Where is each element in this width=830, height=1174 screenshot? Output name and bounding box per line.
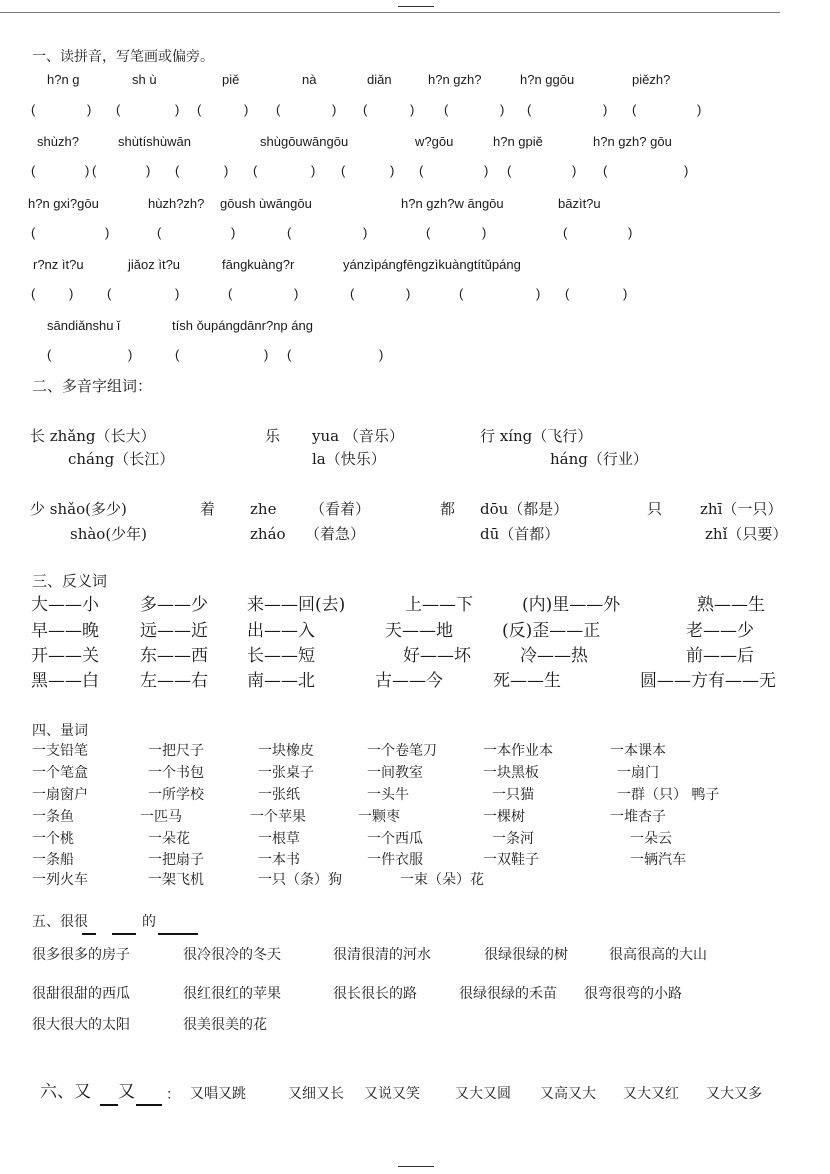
measure-word-item: 一条河 (492, 831, 534, 847)
antonym-pair: 多——少 (140, 595, 208, 615)
polyphone-item: （看着） (310, 500, 371, 518)
answer-blank-open: ( (116, 102, 121, 117)
measure-word-item: 一个笔盒 (32, 765, 88, 781)
measure-word-item: 一匹马 (140, 809, 182, 825)
measure-word-item: 一头牛 (367, 787, 409, 803)
answer-blank-open: ( (563, 225, 568, 240)
pinyin-item: h?n g (47, 72, 80, 87)
section-1-title: 一、读拼音，写笔画或偏旁。 (32, 49, 214, 65)
antonym-pair: 东——西 (140, 646, 208, 666)
antonym-pair: 圆——方有——无 (640, 671, 776, 691)
polyphone-item: cháng（长江） (68, 450, 175, 468)
answer-blank-close: ) (484, 163, 489, 178)
answer-blank-open: ( (363, 102, 368, 117)
answer-blank-open: ( (175, 163, 180, 178)
antonym-pair: 上——下 (405, 595, 473, 615)
measure-word-item: 一列火车 (32, 872, 88, 888)
answer-blank-close: ) (294, 286, 299, 301)
answer-blank-open: ( (31, 163, 36, 178)
answer-blank-close: ) (146, 163, 151, 178)
measure-word-item: 一间教室 (367, 765, 423, 781)
blank-line (136, 1104, 162, 1106)
answer-blank-open: ( (426, 225, 431, 240)
antonym-pair: 来——回(去) (247, 595, 346, 615)
answer-blank-open: ( (31, 286, 36, 301)
phrase-item: 很红很红的苹果 (183, 986, 281, 1002)
answer-blank-open: ( (107, 286, 112, 301)
phrase-item: 又大又红 (623, 1086, 679, 1102)
polyphone-item: yua （音乐） (312, 427, 404, 445)
pinyin-item: nà (302, 72, 317, 87)
antonym-pair: 出——入 (247, 621, 315, 641)
antonym-pair: 老——少 (686, 621, 754, 641)
answer-blank-open: ( (419, 163, 424, 178)
blank-line (112, 933, 136, 935)
antonym-pair: 前——后 (686, 646, 754, 666)
measure-word-item: 一架飞机 (148, 872, 204, 888)
measure-word-item: 一个书包 (148, 765, 204, 781)
antonym-pair: 好——坏 (403, 646, 471, 666)
blank-line (82, 933, 96, 935)
measure-word-item: 一块橡皮 (258, 743, 314, 759)
measure-word-item: 一本课本 (610, 743, 666, 759)
measure-word-item: 一个苹果 (250, 809, 306, 825)
pinyin-item: diǎn (367, 72, 392, 87)
pinyin-item: shùgōuwāngōu (260, 134, 349, 149)
measure-word-item: 一朵云 (630, 831, 672, 847)
answer-blank-close: ) (628, 225, 633, 240)
pinyin-item: shùzh? (37, 134, 79, 149)
header-mark (398, 6, 434, 7)
antonym-pair: 南——北 (247, 671, 315, 691)
antonym-pair: 古——今 (375, 671, 443, 691)
phrase-item: 又说又笑 (364, 1086, 420, 1102)
section-4-title: 四、量词 (32, 723, 88, 739)
answer-blank-close: ) (128, 347, 133, 362)
phrase-item: 很弯很弯的小路 (584, 986, 682, 1002)
answer-blank-open: ( (197, 102, 202, 117)
answer-blank-open: ( (157, 225, 162, 240)
answer-blank-open: ( (228, 286, 233, 301)
measure-word-item: 一双鞋子 (483, 852, 539, 868)
polyphone-item: （着急） (305, 525, 366, 543)
answer-blank-open: ( (444, 102, 449, 117)
answer-blank-close: ) (390, 163, 395, 178)
measure-word-item: 一只猫 (492, 787, 534, 803)
antonym-pair: 天——地 (385, 621, 453, 641)
answer-blank-open: ( (527, 102, 532, 117)
measure-word-item: 一个桃 (32, 831, 74, 847)
measure-word-item: 一条鱼 (32, 809, 74, 825)
phrase-item: 很冷很冷的冬天 (183, 947, 281, 963)
answer-blank-close: ) (623, 286, 628, 301)
answer-blank-open: ( (350, 286, 355, 301)
answer-blank-close: ) (482, 225, 487, 240)
pinyin-item: piě (222, 72, 240, 87)
phrase-item: 很长很长的路 (333, 986, 417, 1002)
phrase-item: 很绿很绿的树 (484, 947, 568, 963)
blank-line (158, 933, 198, 935)
pinyin-item: gōush ùwāngōu (220, 196, 312, 211)
polyphone-item: háng（行业） (550, 450, 648, 468)
pinyin-item: yánzìpángfēngzìkuàngtítǔpáng (343, 257, 521, 272)
answer-blank-close: ) (363, 225, 368, 240)
section-5-title: 五、很很 (32, 914, 88, 930)
antonym-pair: 长——短 (247, 646, 315, 666)
header-rule (0, 12, 780, 13)
pinyin-item: h?n gpiě (493, 134, 543, 149)
section-6-colon: ： (166, 1087, 180, 1103)
answer-blank-close: ) (85, 163, 90, 178)
footer-mark (398, 1166, 434, 1167)
polyphone-item: dōu（都是） (480, 500, 569, 518)
measure-word-item: 一条船 (32, 852, 74, 868)
polyphone-item: 着 (200, 500, 216, 518)
polyphone-item: 行 xíng（飞行） (480, 427, 593, 445)
answer-blank-close: ) (406, 286, 411, 301)
answer-blank-close: ) (105, 225, 110, 240)
answer-blank-close: ) (332, 102, 337, 117)
pinyin-item: shùtíshùwān (118, 134, 191, 149)
polyphone-item: dū（首都） (480, 525, 560, 543)
measure-word-item: 一堆杏子 (610, 809, 666, 825)
answer-blank-open: ( (459, 286, 464, 301)
pinyin-item: r?nz ìt?u (33, 257, 84, 272)
polyphone-item: zhe (250, 500, 277, 518)
answer-blank-close: ) (311, 163, 316, 178)
answer-blank-open: ( (92, 163, 97, 178)
answer-blank-open: ( (175, 347, 180, 362)
phrase-item: 又细又长 (288, 1086, 344, 1102)
pinyin-item: fāngkuàng?r (222, 257, 295, 272)
answer-blank-close: ) (264, 347, 269, 362)
answer-blank-close: ) (231, 225, 236, 240)
answer-blank-close: ) (379, 347, 384, 362)
antonym-pair: 黑——白 (31, 671, 99, 691)
pinyin-item: sāndiǎnshu ǐ (47, 318, 120, 333)
phrase-item: 很美很美的花 (183, 1017, 267, 1033)
measure-word-item: 一个西瓜 (367, 831, 423, 847)
answer-blank-open: ( (31, 225, 36, 240)
answer-blank-open: ( (276, 102, 281, 117)
phrase-item: 又大又圆 (455, 1086, 511, 1102)
polyphone-item: 乐 (265, 427, 281, 445)
pinyin-item: h?n ggōu (520, 72, 575, 87)
pinyin-item: tísh ǒupángdānr?np áng (172, 318, 313, 333)
pinyin-item: hùzh?zh? (148, 196, 205, 211)
measure-word-item: 一本书 (258, 852, 300, 868)
measure-word-item: 一把尺子 (148, 743, 204, 759)
blank-line (100, 1104, 118, 1106)
polyphone-item: zhī（一只） (700, 500, 783, 518)
answer-blank-close: ) (244, 102, 249, 117)
measure-word-item: 一群（只） 鸭子 (617, 787, 720, 803)
antonym-pair: 冷——热 (520, 646, 588, 666)
section-5-title-de: 的 (142, 914, 156, 930)
measure-word-item: 一扇门 (617, 765, 659, 781)
pinyin-item: h?n gxi?gōu (28, 196, 99, 211)
phrase-item: 很高很高的大山 (609, 947, 707, 963)
antonym-pair: 左——右 (140, 671, 208, 691)
section-3-title: 三、反义词 (32, 572, 108, 590)
pinyin-item: h?n gzh? (428, 72, 482, 87)
polyphone-item: 都 (440, 500, 456, 518)
phrase-item: 很甜很甜的西瓜 (32, 986, 130, 1002)
phrase-item: 又唱又跳 (190, 1086, 246, 1102)
antonym-pair: 远——近 (140, 621, 208, 641)
polyphone-item: la（快乐） (312, 450, 386, 468)
answer-blank-close: ) (69, 286, 74, 301)
pinyin-item: piězh? (632, 72, 671, 87)
measure-word-item: 一辆汽车 (630, 852, 686, 868)
measure-word-item: 一件衣服 (367, 852, 423, 868)
measure-word-item: 一朵花 (148, 831, 190, 847)
answer-blank-close: ) (87, 102, 92, 117)
answer-blank-open: ( (341, 163, 346, 178)
answer-blank-open: ( (31, 102, 36, 117)
answer-blank-open: ( (632, 102, 637, 117)
antonym-pair: (内)里——外 (522, 595, 621, 615)
pinyin-item: bāzìt?u (558, 196, 601, 211)
answer-blank-open: ( (565, 286, 570, 301)
measure-word-item: 一束（朵）花 (400, 872, 484, 888)
polyphone-item: zháo (250, 525, 286, 543)
phrase-item: 很绿很绿的禾苗 (459, 986, 557, 1002)
measure-word-item: 一张桌子 (258, 765, 314, 781)
measure-word-item: 一所学校 (148, 787, 204, 803)
antonym-pair: 大——小 (31, 595, 99, 615)
answer-blank-close: ) (697, 102, 702, 117)
answer-blank-open: ( (287, 225, 292, 240)
measure-word-item: 一个卷笔刀 (367, 743, 437, 759)
pinyin-item: w?gōu (415, 134, 454, 149)
answer-blank-open: ( (507, 163, 512, 178)
answer-blank-close: ) (500, 102, 505, 117)
measure-word-item: 一只（条）狗 (258, 872, 342, 888)
answer-blank-close: ) (684, 163, 689, 178)
phrase-item: 很大很大的太阳 (32, 1017, 130, 1033)
antonym-pair: (反)歪——正 (502, 621, 601, 641)
measure-word-item: 一支铅笔 (32, 743, 88, 759)
section-6-title-you: 又 (118, 1082, 135, 1102)
measure-word-item: 一张纸 (258, 787, 300, 803)
polyphone-item: zhǐ（只要） (705, 525, 788, 543)
phrase-item: 又高又大 (540, 1086, 596, 1102)
pinyin-item: sh ù (132, 72, 157, 87)
answer-blank-close: ) (175, 102, 180, 117)
polyphone-item: 长 zhǎng（长大） (30, 427, 156, 445)
antonym-pair: 熟——生 (697, 595, 765, 615)
pinyin-item: h?n gzh?w āngōu (401, 196, 504, 211)
answer-blank-close: ) (224, 163, 229, 178)
section-6-title: 六、又 (40, 1082, 91, 1102)
antonym-pair: 死——生 (493, 671, 561, 691)
measure-word-item: 一根草 (258, 831, 300, 847)
pinyin-item: jiǎoz ìt?u (128, 257, 181, 272)
section-2-title: 二、多音字组词： (32, 377, 153, 395)
antonym-pair: 早——晚 (31, 621, 99, 641)
polyphone-item: shào(少年) (70, 525, 148, 543)
measure-word-item: 一本作业本 (483, 743, 553, 759)
pinyin-item: h?n gzh? gōu (593, 134, 672, 149)
phrase-item: 很清很清的河水 (333, 947, 431, 963)
polyphone-item: 少 shǎo(多少) (30, 500, 127, 518)
phrase-item: 又大又多 (706, 1086, 762, 1102)
answer-blank-close: ) (572, 163, 577, 178)
measure-word-item: 一扇窗户 (32, 787, 88, 803)
phrase-item: 很多很多的房子 (32, 947, 130, 963)
answer-blank-open: ( (603, 163, 608, 178)
antonym-pair: 开——关 (31, 646, 99, 666)
answer-blank-close: ) (410, 102, 415, 117)
measure-word-item: 一颗枣 (358, 809, 400, 825)
measure-word-item: 一块黑板 (483, 765, 539, 781)
answer-blank-close: ) (175, 286, 180, 301)
measure-word-item: 一棵树 (483, 809, 525, 825)
answer-blank-open: ( (47, 347, 52, 362)
answer-blank-close: ) (603, 102, 608, 117)
answer-blank-open: ( (253, 163, 258, 178)
measure-word-item: 一把扇子 (148, 852, 204, 868)
polyphone-item: 只 (647, 500, 663, 518)
answer-blank-close: ) (536, 286, 541, 301)
answer-blank-open: ( (287, 347, 292, 362)
